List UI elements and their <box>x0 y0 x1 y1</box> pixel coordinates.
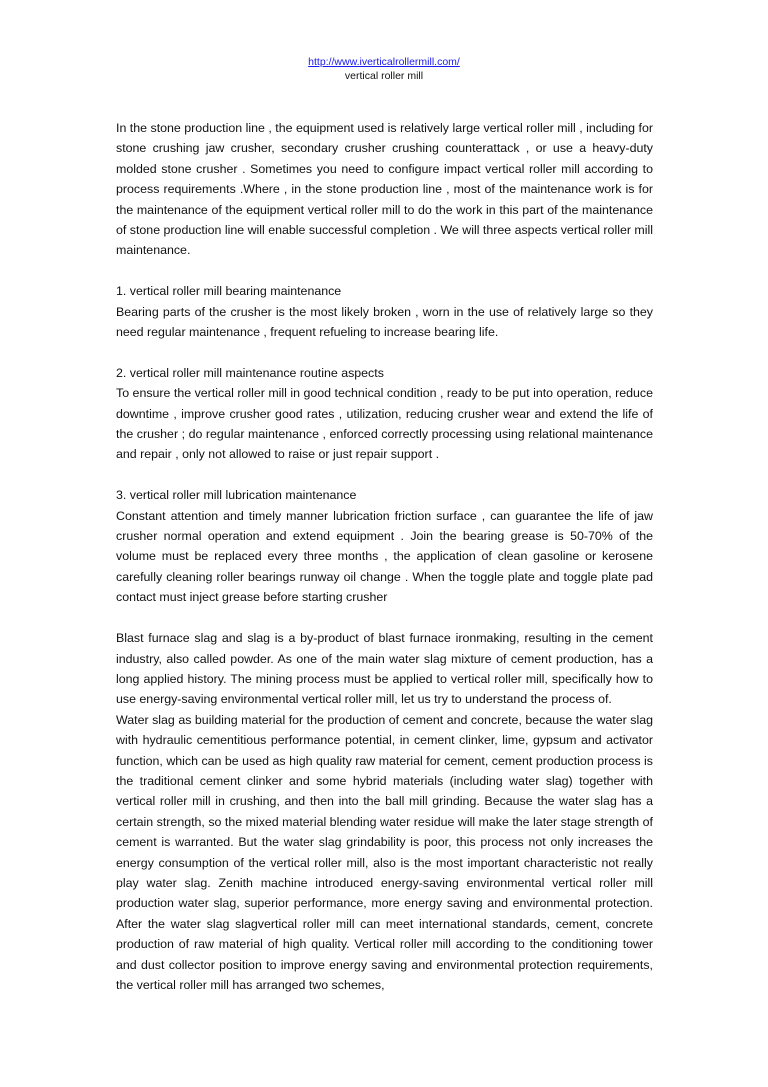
section-2-text: To ensure the vertical roller mill in good technical condition , ready to be put into operation, reduce downtime , improve crusher good rates , utilization, reducing crusher wear and extend the life of the crusher ; do regular maintenance , enforced correctly processing using relational maintenance and repair , only not allowed to raise or just repair support . <box>116 386 653 462</box>
section-3-heading: 3. vertical roller mill lubrication maintenance <box>116 488 357 503</box>
page-header <box>0 55 768 83</box>
slag-paragraph-1: Blast furnace slag and slag is a by-product of blast furnace ironmaking, resulting in the cement industry, also called powder. As one of the main water slag mixture of cement production, has a long applied history. The mining process must be applied to vertical roller mill, specifically how to use energy-saving environmental vertical roller mill, let us try to understand the process of. <box>116 631 653 707</box>
intro-paragraph: In the stone production line , the equipment used is relatively large vertical roller mill , including for stone crushing jaw crusher, secondary crusher crushing counterattack , or use a heavy-duty molded stone crusher . Sometimes you need to configure impact vertical roller mill according to process requirements .Where , in the stone production line , most of the maintenance work is for the maintenance of the equipment vertical roller mill to do the work in this part of the maintenance of stone production line will enable successful completion . We will three aspects vertical roller mill maintenance. <box>116 121 653 258</box>
header-url-link[interactable]: http://www.iverticalrollermill.com/ <box>308 56 460 68</box>
header-subtitle: vertical roller mill <box>344 70 424 82</box>
section-3-text: Constant attention and timely manner lubrication friction surface , can guarantee the life of jaw crusher normal operation and extend equipment . Join the bearing grease is 50-70% of the volume must be replaced every three months , the application of clean gasoline or kerosene carefully cleaning roller bearings runway oil change . When the toggle plate and toggle plate pad contact must inject grease before starting crusher <box>116 508 653 605</box>
section-1-heading: 1. vertical roller mill bearing maintenance <box>116 284 342 299</box>
document-body <box>116 118 653 995</box>
slag-paragraph-2: Water slag as building material for the production of cement and concrete, because the water slag with hydraulic cementitious performance potential, in cement clinker, lime, gypsum and activator function, which can be used as high quality raw material for cement, cement production process is the traditional cement clinker and some hybrid materials (including water slag) together with vertical roller mill in crushing, and then into the ball mill grinding. Because the water slag has a certain strength, so the mixed material blending water residue will make the later stage strength of cement is warranted. But the water slag grindability is poor, this process not only increases the energy consumption of the vertical roller mill, also is the most important characteristic not really play water slag. Zenith machine introduced energy-saving environmental vertical roller mill production water slag, superior performance, more energy saving and environmental protection. After the water slag slagvertical roller mill can meet international standards, cement, concrete production of raw material of high quality. Vertical roller mill according to the conditioning tower and dust collector position to improve energy saving and environmental protection requirements, the vertical roller mill has arranged two schemes, <box>116 712 653 992</box>
section-1-text: Bearing parts of the crusher is the most likely broken , worn in the use of relatively large so they need regular maintenance , frequent refueling to increase bearing life. <box>116 304 653 340</box>
section-2-heading: 2. vertical roller mill maintenance routine aspects <box>116 365 384 380</box>
